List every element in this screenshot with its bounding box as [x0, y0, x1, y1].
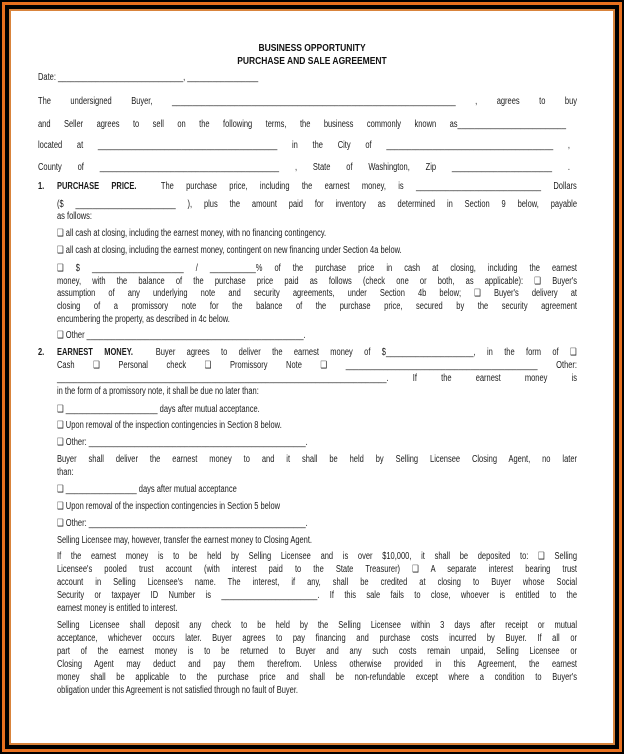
transfer-note: Selling Licensee may, however, transfer the earnest money to Closing Agent.	[57, 535, 313, 546]
section1-option-cash: ❑ all cash at closing, including the earnest money, with no financing contingency.	[57, 228, 327, 239]
section1-number: 1.	[38, 181, 45, 192]
document-title-line2: PURCHASE AND SALE AGREEMENT	[237, 56, 387, 67]
deliver-option-inspection: ❑ Upon removal of the inspection contingencies in Section 5 below	[57, 501, 281, 512]
deposit-line: Security or taxpayer ID Number is _______________________. If this sale fails to close, whoever is entitled to the	[57, 590, 577, 601]
section2-body-line: Cash ❑ Personal check ❑ Promissory Note ❑ ______________________________________________ Other:	[57, 360, 577, 371]
deposit-check-line: part of the earnest money is to be returned to Buyer and any such costs remain unpaid, Selling Licensee or	[57, 646, 577, 657]
section1-heading: PURCHASE PRICE.	[57, 181, 137, 192]
deposit-check-line: Closing Agent may deduct and pay them therefrom. Unless otherwise provided in this Agreement, the earnest	[57, 659, 577, 670]
section2-intro: Buyer agrees to deliver the earnest money of $_____________________, in the form of ❑	[155, 347, 577, 358]
section1-body-line: ($ ________________________ ), plus the amount paid for inventory as determined in Section 9 below, payable	[57, 199, 577, 210]
section1-option-other: ❑ Other ____________________________________________________.	[57, 330, 306, 341]
deliver-line: Buyer shall deliver the earnest money to and it shall be held by Selling Licensee Closing Agent, no later	[57, 454, 577, 465]
deposit-line: earnest money is entitled to interest.	[57, 603, 178, 614]
section1-option-partial-line: closing of a promissory note for the balance of the purchase price, secured by the security agreement	[57, 301, 577, 312]
section1-intro: The purchase price, including the earnest money, is ______________________________ Dollars	[160, 181, 577, 192]
deposit-check-line: acceptance, whichever occurs later. Buyer agrees to pay financing and purchase costs incurred by Buyer. If all or	[57, 633, 577, 644]
deposit-check-line: Selling Licensee shall deposit any check to be held by the Selling Licensee within 3 days after receipt or mutual	[57, 620, 577, 631]
section2-body-line: in the form of a promissory note, it shall be due no later than:	[57, 386, 259, 397]
due-option-other: ❑ Other: ____________________________________________________.	[57, 437, 308, 448]
date-line: Date: ______________________________, _________________	[38, 72, 259, 83]
deliver-option-other: ❑ Other: ____________________________________________________.	[57, 518, 308, 529]
deposit-check-line: obligation under this Agreement is not satisfied through no fault of Buyer.	[57, 685, 298, 696]
section1-intro-line	[57, 181, 577, 193]
section2-intro-line	[57, 347, 577, 359]
document-title-line1: BUSINESS OPPORTUNITY	[258, 43, 366, 54]
due-option-days: ❑ ______________________ days after mutual acceptance.	[57, 404, 260, 415]
deposit-line: If the earnest money is to be held by Selling Licensee and is over $10,000, it shall be deposited to: ❑ Selling	[57, 551, 577, 562]
section2-heading: EARNEST MONEY.	[57, 347, 133, 358]
county-line: County of ___________________________________________ , State of Washington, Zip ________________________ .	[38, 162, 570, 173]
section1-option-partial-line: assumption of any underlying note and security agreements, under Section 4b below; ❑ Buyer's delivery at	[57, 288, 577, 299]
location-line: located at ___________________________________________ in the City of ________________________________________ ,	[38, 140, 570, 151]
buyer-line: The undersigned Buyer, ____________________________________________________________________ , agrees to buy	[38, 96, 577, 107]
section2-number: 2.	[38, 347, 45, 358]
section1-option-partial-line: encumbering the property, as described in 4c below.	[57, 314, 230, 325]
deliver-line: than:	[57, 467, 74, 478]
section2-body-line: _______________________________________________________________________________. If the earnest money is	[57, 373, 577, 384]
deposit-line: Licensee's pooled trust account (with interest paid to the State Treasurer) ❑ A separate interest bearing trust	[57, 564, 577, 575]
due-option-inspection: ❑ Upon removal of the inspection contingencies in Section 8 below.	[57, 420, 282, 431]
deposit-check-line: money shall be applicable to the purchase price and shall be non-refundable except where a condition to Buyer's	[57, 672, 577, 683]
section1-option-financing: ❑ all cash at closing, including the earnest money, contingent on new financing under Section 4a below.	[57, 245, 402, 256]
deposit-line: account in Selling Licensee's name. The interest, if any, shall be credited at closing to Buyer whose Social	[57, 577, 577, 588]
section1-body-line: as follows:	[57, 211, 93, 222]
business-name-line: and Seller agrees to sell on the following terms, the business commonly known as__________________________	[38, 119, 566, 130]
section1-option-partial-line: ❑ $ ______________________ / ___________% of the purchase price in cash at closing, including the earnest	[57, 263, 577, 274]
deliver-option-days: ❑ _________________ days after mutual acceptance	[57, 484, 237, 495]
section1-option-partial-line: money, with the balance of the purchase price paid as follows (check one or both, as applicable): ❑ Buyer's	[57, 276, 577, 287]
